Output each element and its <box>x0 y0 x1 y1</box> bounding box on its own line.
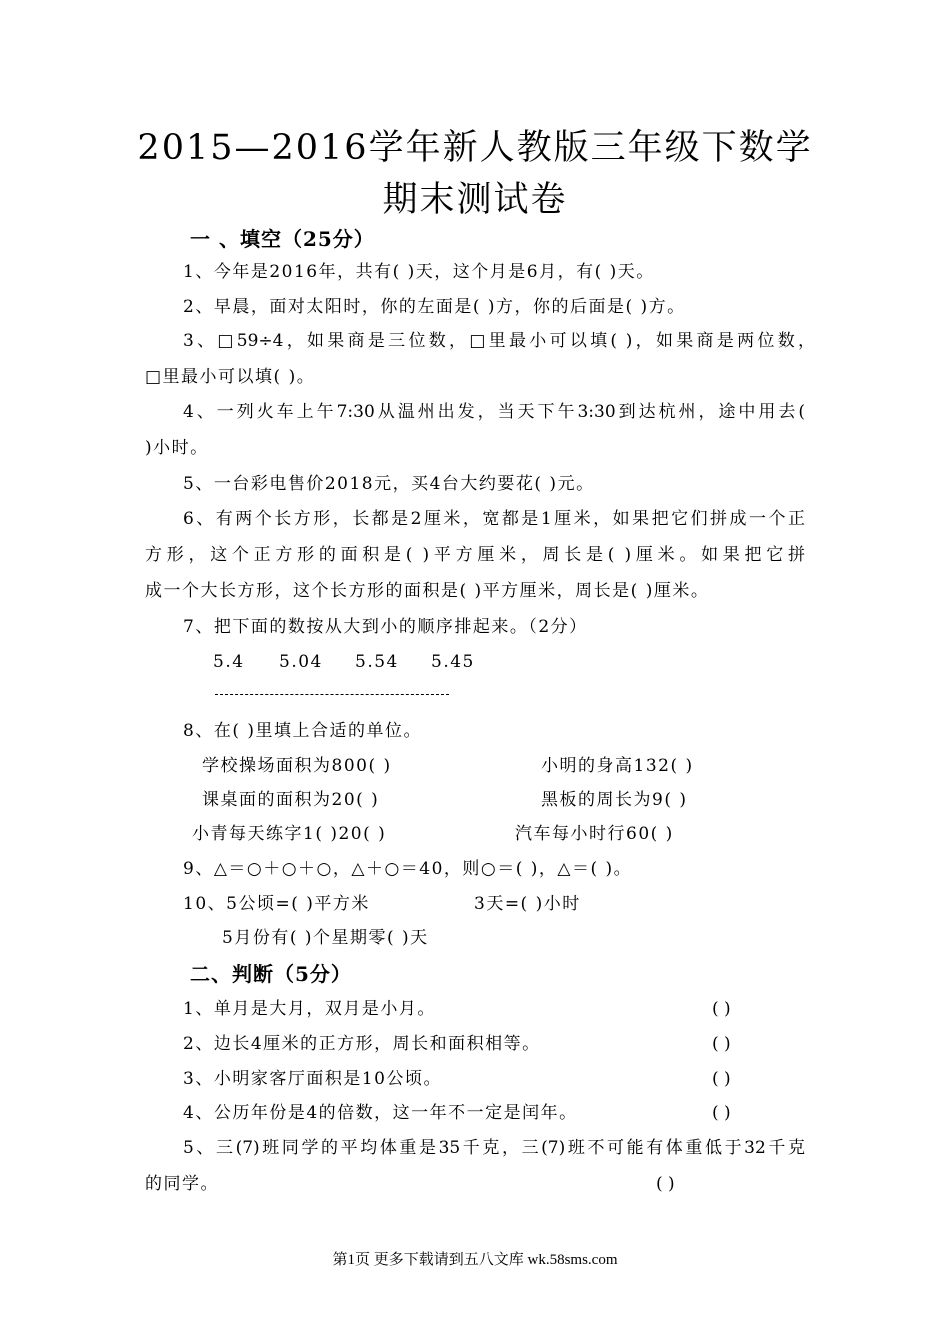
page-title-line1: 2015—2016学年新人教版三年级下数学 <box>137 128 813 168</box>
q8-item-5: 小青每天练字1( )20( ) <box>192 824 387 844</box>
judge-item-1: 1、单月是大月，双月是小月。 <box>183 999 436 1019</box>
question-3-line2: □里最小可以填( )。 <box>145 367 316 387</box>
question-6-line1: 6、有两个长方形，长都是2厘米，宽都是1厘米，如果把它们拼成一个正 <box>183 509 805 529</box>
question-9: 9、△＝○＋○＋○，△＋○＝40，则○＝( )，△＝( )。 <box>183 859 633 879</box>
q7-number-1: 5.4 <box>213 652 245 672</box>
question-8: 8、在( )里填上合适的单位。 <box>183 721 422 741</box>
page-title-line2: 期末测试卷 <box>382 180 568 220</box>
page-footer: 第1页 更多下载请到五八文库 wk.58sms.com <box>332 1252 618 1268</box>
question-10b: 3天=( )小时 <box>474 894 581 914</box>
q7-number-4: 5.45 <box>431 652 475 672</box>
question-6-line2: 方形，这个正方形的面积是( )平方厘米，周长是( )厘米。如果把它拼 <box>145 545 805 565</box>
question-6-line3: 成一个大长方形，这个长方形的面积是( )平方厘米，周长是( )厘米。 <box>145 581 710 601</box>
question-10c: 5月份有( )个星期零( )天 <box>222 928 429 948</box>
question-4-line2: )小时。 <box>145 438 209 458</box>
judge-blank-4: ( ) <box>712 1103 731 1123</box>
section2-heading: 二、判断（5分） <box>190 962 352 986</box>
q8-item-2: 小明的身高132( ) <box>541 756 694 776</box>
q7-number-3: 5.54 <box>355 652 399 672</box>
question-3-line1: 3、□59÷4，如果商是三位数，□里最小可以填( )，如果商是两位数， <box>183 331 815 351</box>
judge-item-2: 2、边长4厘米的正方形，周长和面积相等。 <box>183 1034 541 1054</box>
question-1: 1、今年是2016年，共有( )天，这个月是6月，有( )天。 <box>183 262 655 282</box>
q8-item-1: 学校操场面积为800( ) <box>202 756 392 776</box>
question-7: 7、把下面的数按从大到小的顺序排起来。（2分） <box>183 617 588 637</box>
judge-blank-1: ( ) <box>712 999 731 1019</box>
question-10a: 10、5公顷=( )平方米 <box>183 894 370 914</box>
judge-item-4: 4、公历年份是4的倍数，这一年不一定是闰年。 <box>183 1103 578 1123</box>
judge-item-5-line2: 的同学。 <box>145 1174 219 1194</box>
question-5: 5、一台彩电售价2018元，买4台大约要花( )元。 <box>183 474 595 494</box>
judge-blank-2: ( ) <box>712 1034 731 1054</box>
judge-item-5-line1: 5、三(7)班同学的平均体重是35千克，三(7)班不可能有体重低于32千克 <box>183 1138 805 1158</box>
q8-item-4: 黑板的周长为9( ) <box>541 790 688 810</box>
q7-number-2: 5.04 <box>279 652 323 672</box>
section1-heading: 一 、填空（25分） <box>190 227 375 251</box>
q8-item-6: 汽车每小时行60( ) <box>515 824 674 844</box>
judge-blank-5: ( ) <box>656 1174 675 1194</box>
judge-item-3: 3、小明家客厅面积是10公顷。 <box>183 1069 442 1089</box>
question-4-line1: 4、一列火车上午7:30从温州出发，当天下午3:30到达杭州，途中用去( <box>183 402 805 422</box>
q8-item-3: 课桌面的面积为20( ) <box>202 790 380 810</box>
judge-blank-3: ( ) <box>712 1069 731 1089</box>
q7-answer-line <box>215 694 449 695</box>
question-2: 2、早晨，面对太阳时，你的左面是( )方，你的后面是( )方。 <box>183 297 686 317</box>
